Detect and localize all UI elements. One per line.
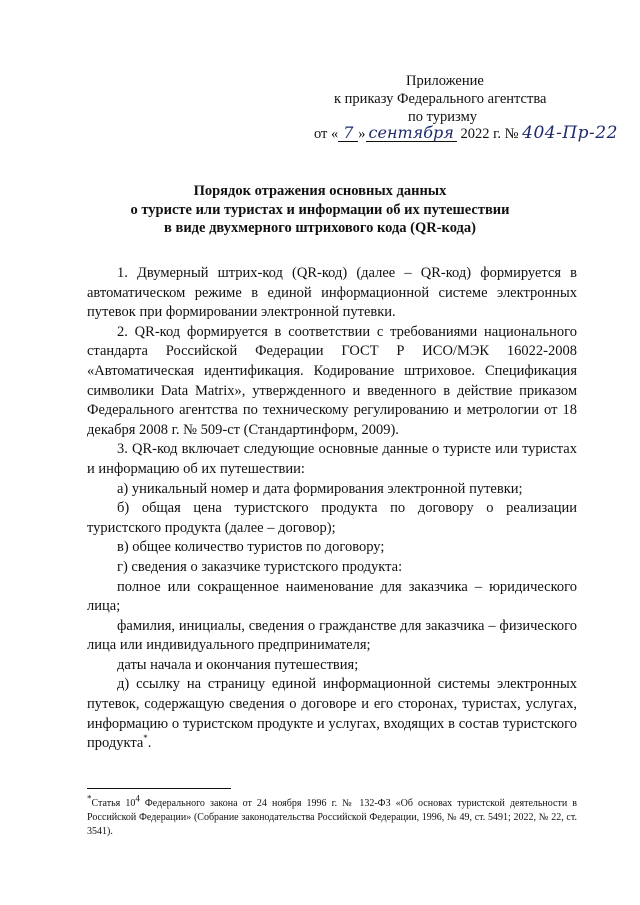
paragraph-3: 3. QR-код включает следующие основные данные о туристе или туристах и информацию об их путешествии: [87,441,577,477]
order-date-line [314,124,618,143]
list-item-b: б) общая цена туристского продукта по договору о реализации туристского продукта (далее – договор); [87,500,577,536]
document-body [87,264,577,754]
title-line-3: в виде двухмерного штрихового кода (QR-кода) [164,220,476,236]
footnote-marker: * [87,793,92,804]
list-item-d-end: . [147,735,152,752]
appendix-label: Приложение [406,73,484,89]
sub-item-legal-entity: полное или сокращенное наименование для заказчика – юридического лица; [87,578,577,615]
footnote [87,793,577,839]
list-item-d-text: д) ссылку на страницу единой информационной системы электронных путевок, содержащую сведения о договоре и его сторонах, туристах, услугах, информацию о туристском продукте и услугах, входящих в состав туристского продукта [87,676,577,752]
handwritten-month: сентября [366,124,457,142]
appendix-order-line: к приказу Федерального агентства [334,91,547,107]
title-line-2: о туристе или туристах и информации об их путешествии [130,201,510,218]
paragraph-1: 1. Двумерный штрих-код (QR-код) (далее – QR-код) формируется в автоматическом режиме в единой информационной системе электронных путевок при формировании электронной путевки. [87,265,577,321]
footnote-text-rest: Федерального закона от 24 ноября 1996 г. № 132-ФЗ «Об основах туристской деятельности в Российской Федерации» (Собрание законодательства Российской Федерации, 1996, № 49, ст. 5491; 2022, № 22, ст. 3541). [87,798,577,837]
date-prefix: от « [314,126,339,142]
footnote-text-start: Статья 10 [91,798,136,809]
list-item-g: г) сведения о заказчике туристского продукта: [117,558,403,575]
footnote-article-superscript: 4 [135,793,140,804]
date-year: 2022 г. № [460,126,519,142]
sub-item-dates: даты начала и окончания путешествия; [117,656,359,673]
sub-item-individual: фамилия, инициалы, сведения о гражданстве для заказчика – физического лица или индивидуального предпринимателя; [87,617,577,654]
footnote-reference: * [143,733,148,744]
handwritten-day: 7 [338,124,358,142]
document-title [0,182,640,238]
paragraph-2: 2. QR-код формируется в соответствии с требованиями национального стандарта Российской Федерации ГОСТ Р ИСО/МЭК 16022-2008 «Автоматическая идентификация. Кодирование штриховое. Спецификация символики Data Matrix», утвержденного и введенного в действие приказом Федерального агентства по техническому регулированию и метрологии от 18 декабря 2008 г. № 509-ст (Стандартинформ, 2009). [87,323,577,438]
date-close-quote: » [358,126,366,142]
title-line-1: Порядок отражения основных данных [193,183,447,199]
handwritten-order-number: 404-Пр-22 [522,123,618,143]
appendix-agency-line: по туризму [408,109,477,125]
list-item-a: а) уникальный номер и дата формирования электронной путевки; [117,480,523,497]
footnote-divider [87,788,231,789]
list-item-v: в) общее количество туристов по договору; [117,539,385,556]
list-item-d [87,675,577,753]
